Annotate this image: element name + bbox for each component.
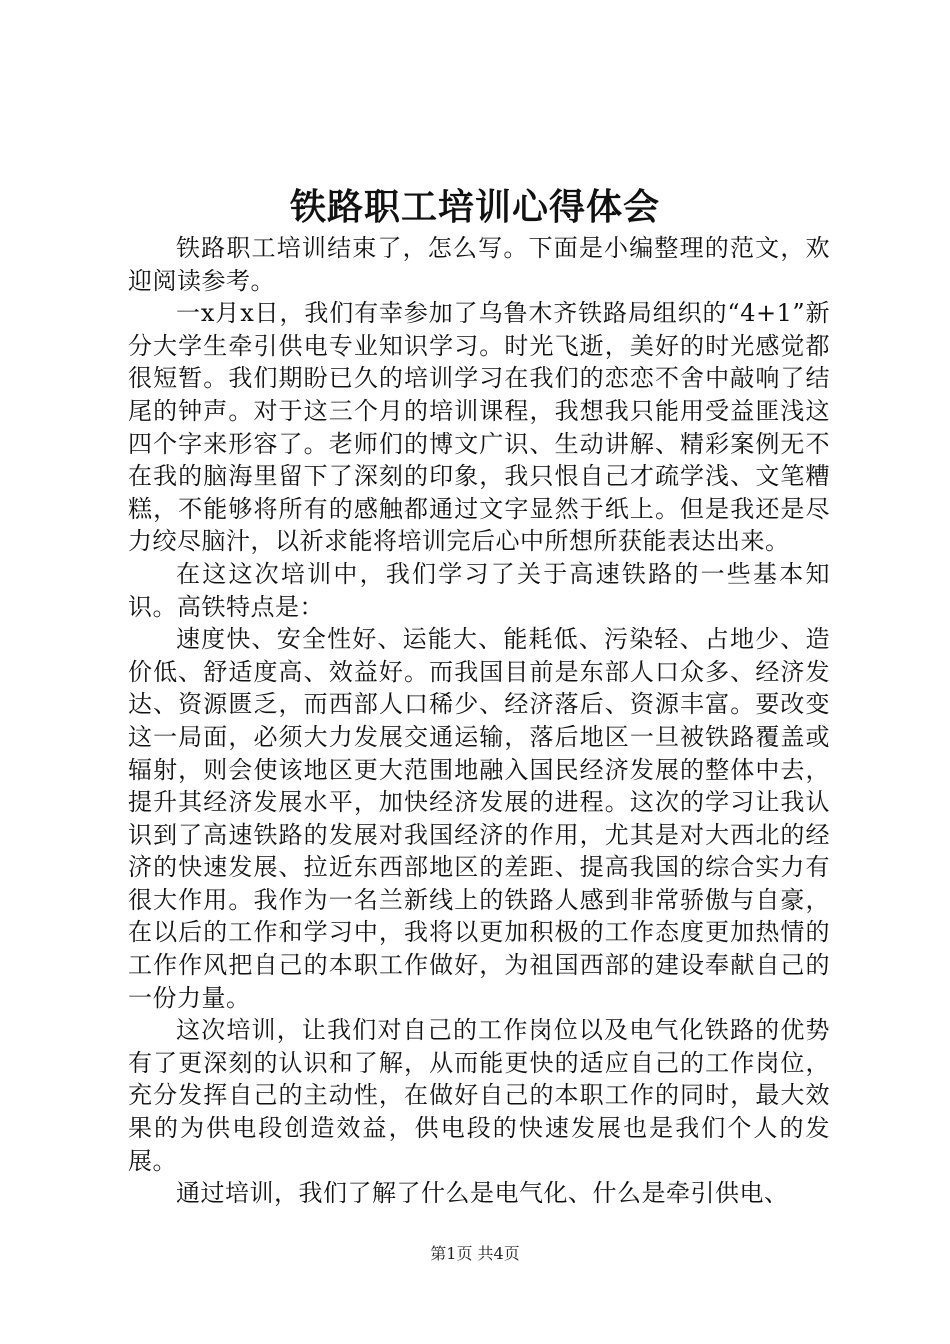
document-body: [128, 232, 830, 1210]
page-number-footer: 第1页 共4页: [430, 1244, 520, 1263]
paragraph-training-overview: 一x月x日，我们有幸参加了乌鲁木齐铁路局组织的“4+1”新分大学生牵引供电专业知识学习。时光飞逝，美好的时光感觉都很短暂。我们期盼已久的培训学习在我们的恋恋不舍中敲响了结尾的钟声。对于这三个月的培训课程，我想我只能用受益匪浅这四个字来形容了。老师们的博文广识、生动讲解、精彩案例无不在我的脑海里留下了深刻的印象，我只恨自己才疏学浅、文笔糟糕，不能够将所有的感触都通过文字显然于纸上。但是我还是尽力绞尽脑汁，以祈求能将培训完后心中所想所获能表达出来。: [128, 299, 830, 556]
document-title: 铁路职工培训心得体会: [289, 186, 660, 228]
paragraph-intro: 铁路职工培训结束了，怎么写。下面是小编整理的范文，欢迎阅读参考。: [128, 234, 830, 295]
paragraph-electrification: 通过培训，我们了解了什么是电气化、什么是牵引供电、: [176, 1179, 789, 1208]
paragraph-high-speed-rail-features: 速度快、安全性好、运能大、能耗低、污染轻、占地少、造价低、舒适度高、效益好。而我国目前是东部人口众多、经济发达、资源匮乏，而西部人口稀少、经济落后、资源丰富。要改变这一局面，必须大力发展交通运输，落后地区一旦被铁路覆盖或辐射，则会使该地区更大范围地融入国民经济发展的整体中去，提升其经济发展水平，加快经济发展的进程。这次的学习让我认识到了高速铁路的发展对我国经济的作用，尤其是对大西北的经济的快速发展、拉近东西部地区的差距、提高我国的综合实力有很大作用。我作为一名兰新线上的铁路人感到非常骄傲与自豪，在以后的工作和学习中，我将以更加积极的工作态度更加热情的工作作风把自己的本职工作做好，为祖国西部的建设奉献自己的一份力量。: [128, 625, 830, 1012]
paragraph-job-understanding: 这次培训，让我们对自己的工作岗位以及电气化铁路的优势有了更深刻的认识和了解，从而能更快的适应自己的工作岗位，充分发挥自己的主动性，在做好自己的本职工作的同时，最大效果的为供电段创造效益，供电段的快速发展也是我们个人的发展。: [128, 1016, 830, 1175]
paragraph-high-speed-rail-intro: 在这这次培训中，我们学习了关于高速铁路的一些基本知识。高铁特点是：: [128, 559, 830, 621]
